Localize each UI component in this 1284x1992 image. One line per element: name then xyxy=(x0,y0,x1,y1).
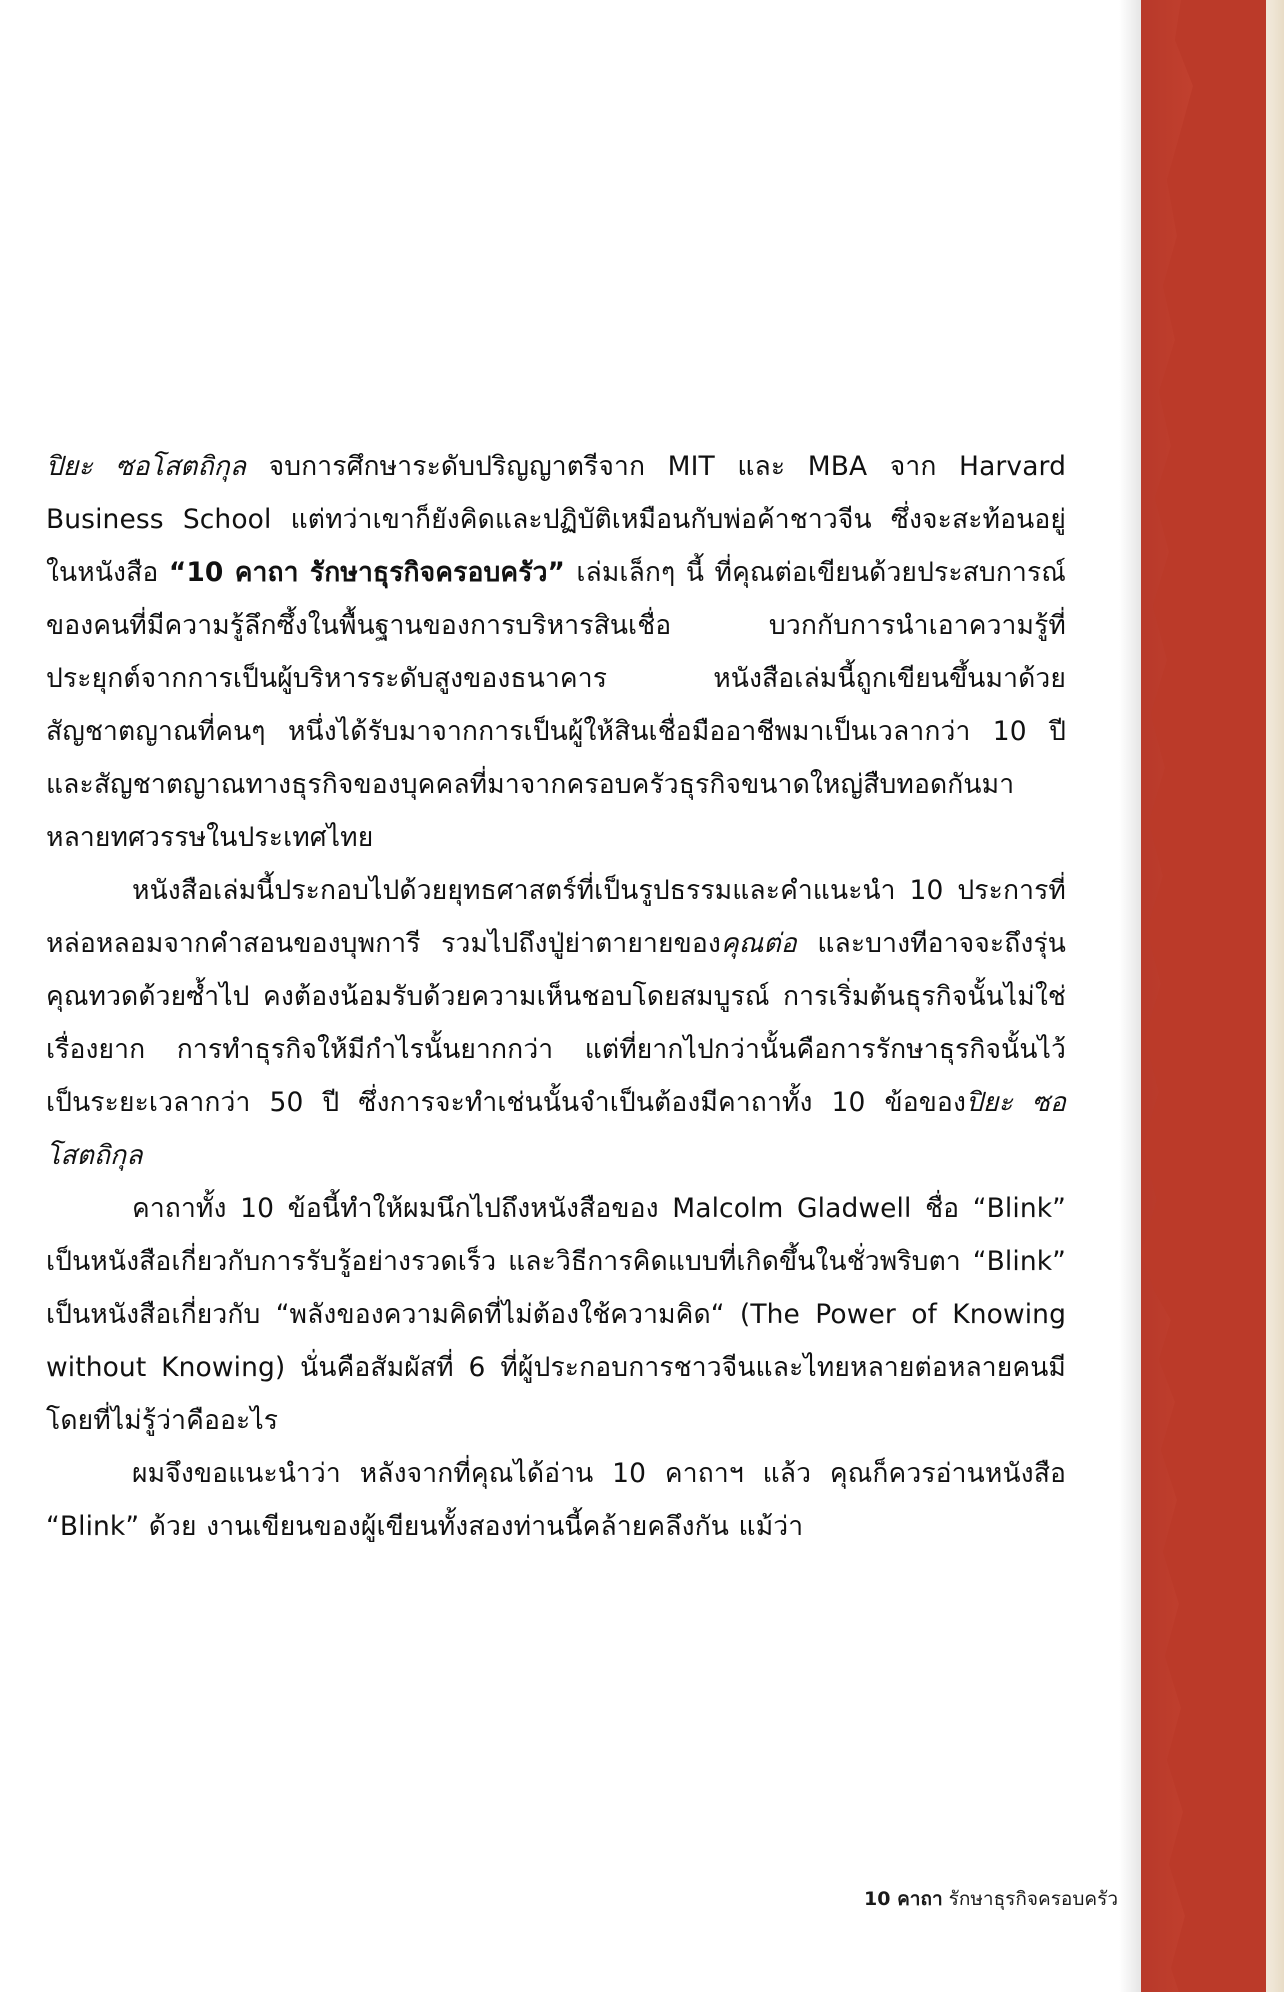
paragraph-1 xyxy=(46,440,1066,864)
paragraph-3 xyxy=(46,1182,1066,1447)
paragraph-2 xyxy=(46,864,1066,1182)
paragraph-4-text: ผมจึงขอแนะนำว่า หลังจากที่คุณได้อ่าน 10 คาถาฯ แล้ว คุณก็ควรอ่านหนังสือ “Blink” ด้วย งานเขียนของผู้เขียนทั้งสองท่านนี้คล้ายคลึงกัน แม้ว่า xyxy=(46,1458,1066,1542)
page-body xyxy=(46,440,1066,1553)
paragraph-2-text-a: หนังสือเล่มนี้ประกอบไปด้วยยุทธศาสตร์ที่เป็นรูปธรรมและคำแนะนำ 10 ประการที่หล่อหลอมจากคำสอนของบุพการี รวมไปถึงปู่ย่าตายายของ xyxy=(46,875,1066,959)
paragraph-2-italic-b: ปิยะ ซอโสตถิกุล xyxy=(46,1087,1066,1171)
book-title-quote: “10 คาถา รักษาธุรกิจครอบครัว” xyxy=(168,557,577,588)
paragraph-1-text-a: จบการศึกษาระดับปริญญาตรีจาก MIT และ MBA จาก Harvard Business School แต่ทว่าเขาก็ยังคิดและปฏิบัติเหมือนกับพ่อค้าชาวจีน ซึ่งจะสะท้อนอยู่ในหนังสือ xyxy=(46,451,1066,588)
page-edge-decoration xyxy=(1124,0,1284,1992)
paragraph-2-italic-a: คุณต่อ xyxy=(720,928,797,959)
paragraph-2-text-b: และบางทีอาจจะถึงรุ่นคุณทวดด้วยซ้ำไป คงต้องน้อมรับด้วยความเห็นชอบโดยสมบูรณ์ การเริ่มต้นธุรกิจนั้นไม่ใช่เรื่องยาก การทำธุรกิจให้มีกำไรนั้นยากกว่า แต่ที่ยากไปกว่านั้นคือการรักษาธุรกิจนั้นไว้เป็นระยะเวลากว่า 50 ปี ซึ่งการจะทำเช่นนั้นจำเป็นต้องมีคาถาทั้ง 10 ข้อของ xyxy=(46,928,1066,1118)
page-edge-red-band xyxy=(1141,0,1266,1992)
author-name-italic: ปิยะ ซอโสตถิกุล xyxy=(46,451,269,482)
footer-book-number: 10 คาถา xyxy=(864,1888,943,1910)
torn-edge-shape xyxy=(1141,0,1266,1992)
paragraph-3-text: คาถาทั้ง 10 ข้อนี้ทำให้ผมนึกไปถึงหนังสือของ Malcolm Gladwell ชื่อ “Blink” เป็นหนังสือเกี่ยวกับการรับรู้อย่างรวดเร็ว และวิธีการคิดแบบที่เกิดขึ้นในชั่วพริบตา “Blink” เป็นหนังสือเกี่ยวกับ “พลังของความคิดที่ไม่ต้องใช้ความคิด“ (The Power of Knowing without Knowing) นั่นคือสัมผัสที่ 6 ที่ผู้ประกอบการชาวจีนและไทยหลายต่อหลายคนมีโดยที่ไม่รู้ว่าคืออะไร xyxy=(46,1193,1066,1436)
page-footer xyxy=(864,1884,1118,1914)
footer-book-title: รักษาธุรกิจครอบครัว xyxy=(942,1888,1118,1910)
page-edge-shadow xyxy=(1119,0,1141,1992)
paragraph-4 xyxy=(46,1447,1066,1553)
paragraph-1-text-b: เล่มเล็กๆ นี้ ที่คุณต่อเขียนด้วยประสบการณ์ของคนที่มีความรู้ลึกซึ้งในพื้นฐานของการบริหารสินเชื่อ บวกกับการนำเอาความรู้ที่ประยุกต์จากการเป็นผู้บริหารระดับสูงของธนาคาร หนังสือเล่มนี้ถูกเขียนขึ้นมาด้วยสัญชาตญาณที่คนๆ หนึ่งได้รับมาจากการเป็นผู้ให้สินเชื่อมืออาชีพมาเป็นเวลากว่า 10 ปี และสัญชาตญาณทางธุรกิจของบุคคลที่มาจากครอบครัวธุรกิจขนาดใหญ่สืบทอดกันมาหลายทศวรรษในประเทศไทย xyxy=(46,557,1066,853)
